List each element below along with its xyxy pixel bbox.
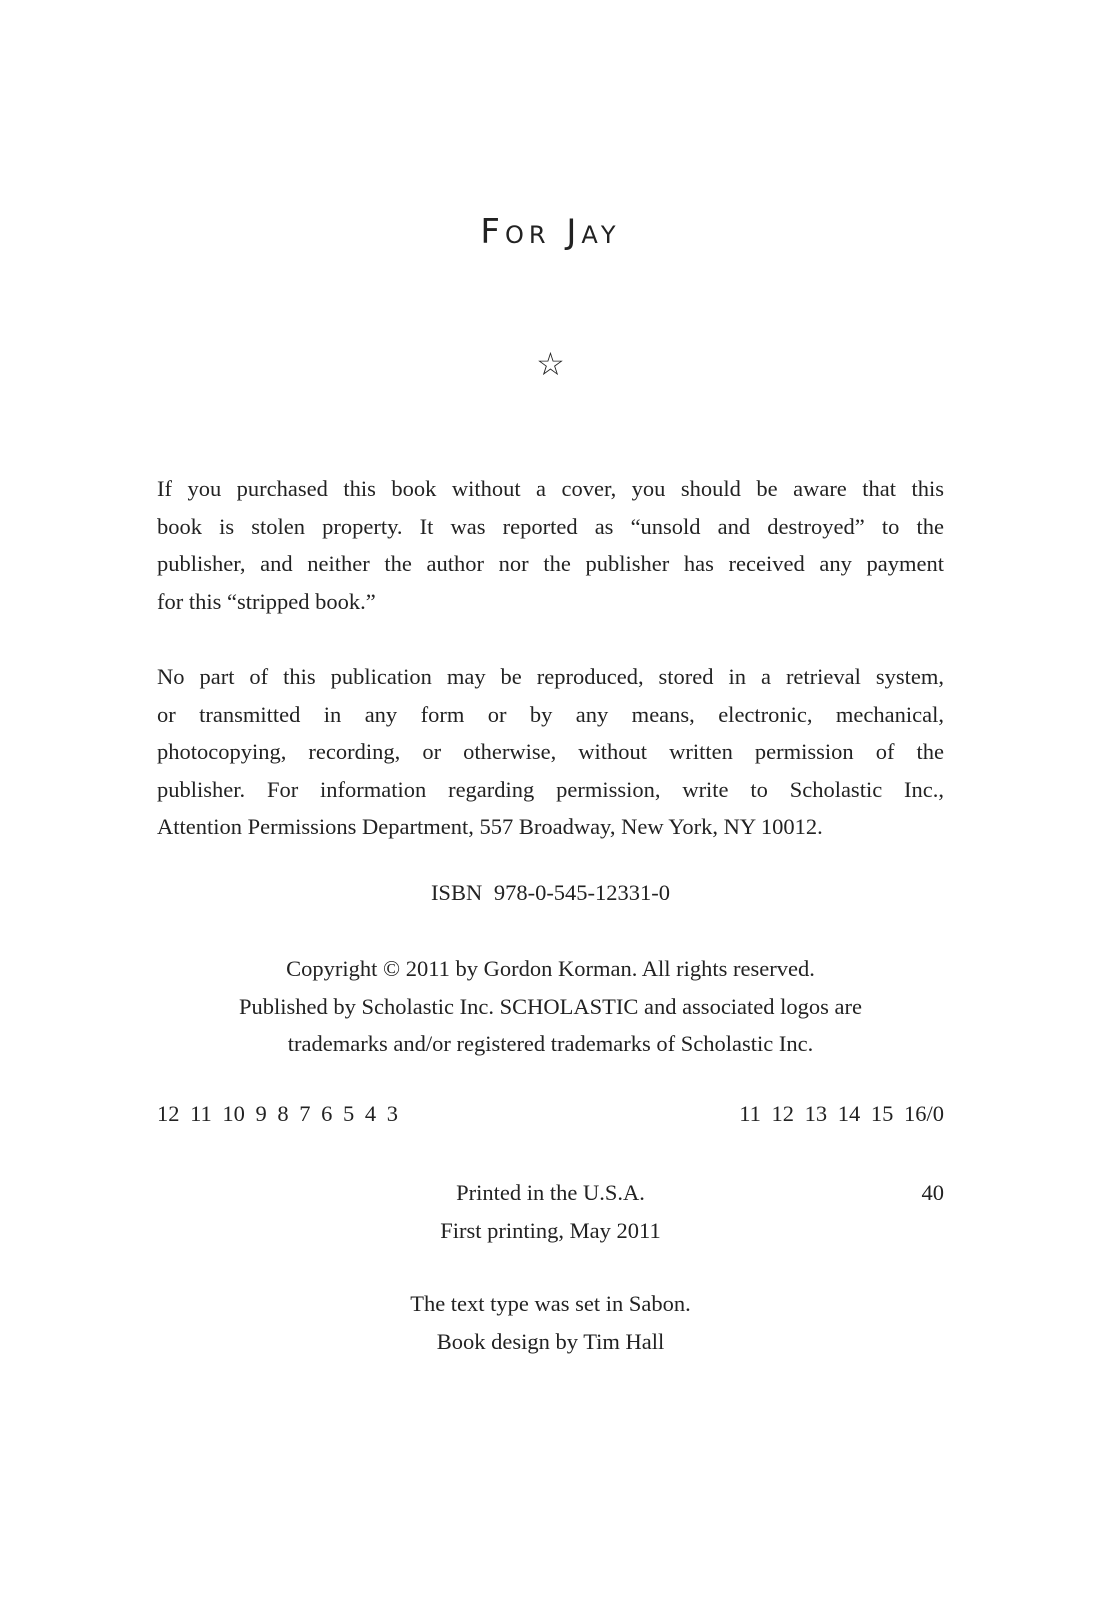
rights-line: photocopying, recording, or otherwise, without written permission of the [157,739,944,765]
design-line: The text type was set in Sabon. [410,1291,691,1316]
printing-numbers-right: 11 12 13 14 15 16/0 [739,1101,944,1126]
notice-line: for this “stripped book.” [157,588,376,614]
printed-line: Printed in the U.S.A. [456,1180,645,1205]
printing-numbers-left: 12 11 10 9 8 7 6 5 4 3 [157,1101,399,1126]
copyright-line: Copyright © 2011 by Gordon Korman. All rights reserved. [286,956,815,981]
rights-line: No part of this publication may be reproduced, stored in a retrieval system, [157,664,944,689]
star-icon: ☆ [536,346,565,382]
notice-line: book is stolen property. It was reported as “unsold and destroyed” to the [157,513,944,539]
copyright-line: Published by Scholastic Inc. SCHOLASTIC and associated logos are [238,993,863,1019]
rights-line: publisher. For information regarding permission, write to Scholastic Inc., [157,776,944,802]
printing-code: 40 [921,1180,944,1205]
rights-notice [157,658,944,846]
rights-line: or transmitted in any form or by any means, electronic, mechanical, [157,701,944,727]
printed-line: First printing, May 2011 [440,1217,661,1243]
copyright-line: trademarks and/or registered trademarks of Scholastic Inc. [287,1031,814,1057]
copyright-statement [0,950,1101,1063]
design-line: Book design by Tim Hall [436,1328,665,1354]
dedication: For Jay [480,212,621,252]
isbn: ISBN 978-0-545-12331-0 [430,880,671,905]
design-credits [0,1285,1101,1360]
notice-line: publisher, and neither the author nor the publisher has received any payment [157,551,944,577]
rights-line: Attention Permissions Department, 557 Broadway, New York, NY 10012. [157,814,823,840]
notice-line: If you purchased this book without a cover, you should be aware that this [157,476,944,501]
stripped-book-notice [157,470,944,620]
